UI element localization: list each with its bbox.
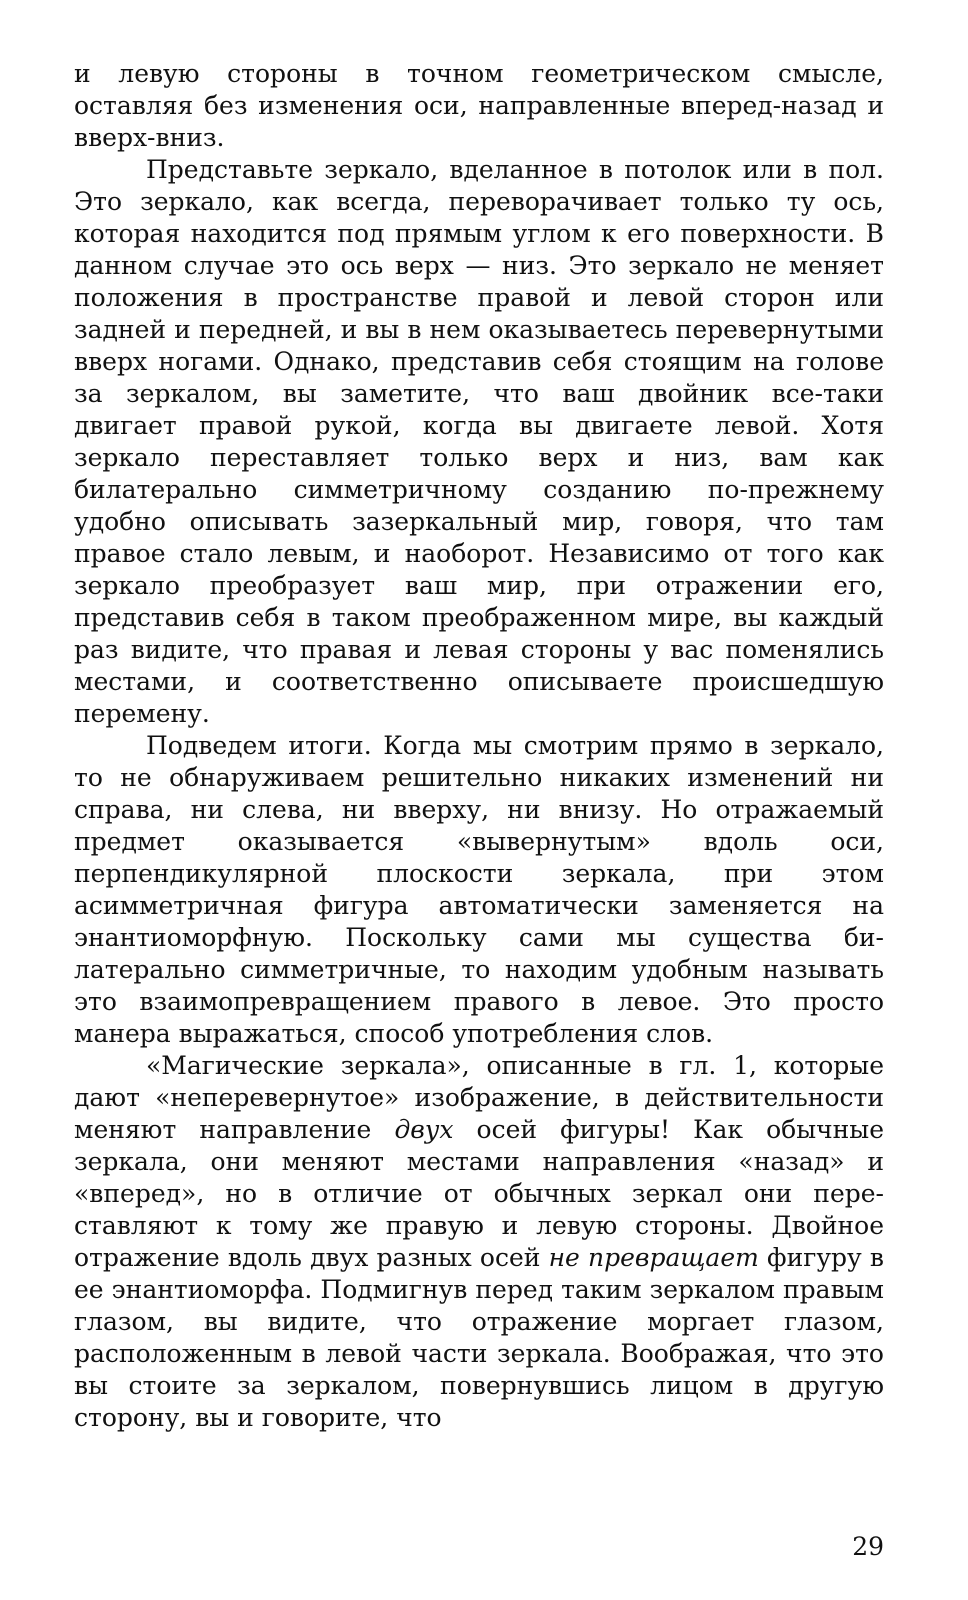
page-number: 29 <box>852 1532 884 1561</box>
italic-text-segment: не превращает <box>548 1243 759 1272</box>
text-segment: фигуру в ее энантиоморфа. Подмигнув перед таким зеркалом правым глазом, вы видите, что отражение моргает глазом, расположенным в левой части зеркала. Воображая, что это вы стоите за зеркалом, повернувшись лицом в другую сторону, вы и говорите, что <box>74 1243 885 1432</box>
italic-text-segment: двух <box>394 1115 454 1144</box>
book-page-body <box>74 58 884 1434</box>
text-segment: Подведем итоги. Когда мы смотрим прямо в зеркало, то не обнаруживаем решительно никаких изменений ни справа, ни слева, ни вверху, ни внизу. Но отражаемый предмет оказывается «вывернутым» вдоль оси, перпендикулярной плоскости зеркала, при этом асимметричная фигура автоматически заменяется на энантиоморфную. Поскольку сами мы существа билатерально симметричные, то находим удобным называть это взаимопревращением правого в левое. Это просто манера выражаться, способ употребления слов. <box>74 731 884 1048</box>
text-segment: осей фигуры! Как обычные зеркала, они меняют местами направления «назад» и «вперед», но в отличие от обычных зеркал они переставляют к тому же правую и левую стороны. Двойное отражение вдоль двух разных осей <box>74 1115 884 1272</box>
paragraph-1 <box>74 58 884 154</box>
paragraph-3 <box>74 730 884 1050</box>
text-segment: Представьте зеркало, вделанное в потолок или в пол. Это зеркало, как всегда, переворачивает только ту ось, которая находится под прямым углом к его поверхности. В данном случае это ось верх — низ. Это зеркало не меняет положения в пространстве правой и левой сторон или задней и передней, и вы в нем оказываетесь перевернутыми вверх ногами. Однако, представив себя стоящим на голове за зеркалом, вы заметите, что ваш двойник все-таки двигает правой рукой, когда вы двигаете левой. Хотя зеркало переставляет только верх и низ, вам как билатерально симметричному созданию по-прежнему удобно описывать зазеркальный мир, говоря, что там правое стало левым, и наоборот. Независимо от того как зеркало преобразует ваш мир, при отражении его, представив себя в таком преображенном мире, вы каждый раз видите, что правая и левая стороны у вас поменялись местами, и соответственно описываете происшедшую перемену. <box>74 155 884 728</box>
text-segment: и левую стороны в точном геометрическом смысле, оставляя без изменения оси, направленные вперед-назад и вверх-вниз. <box>74 59 884 152</box>
paragraph-4 <box>74 1050 884 1434</box>
paragraph-2 <box>74 154 884 730</box>
text-segment: «Магические зеркала», описанные в гл. 1, которые дают «неперевернутое» изображение, в действительности меняют направление <box>74 1051 884 1144</box>
